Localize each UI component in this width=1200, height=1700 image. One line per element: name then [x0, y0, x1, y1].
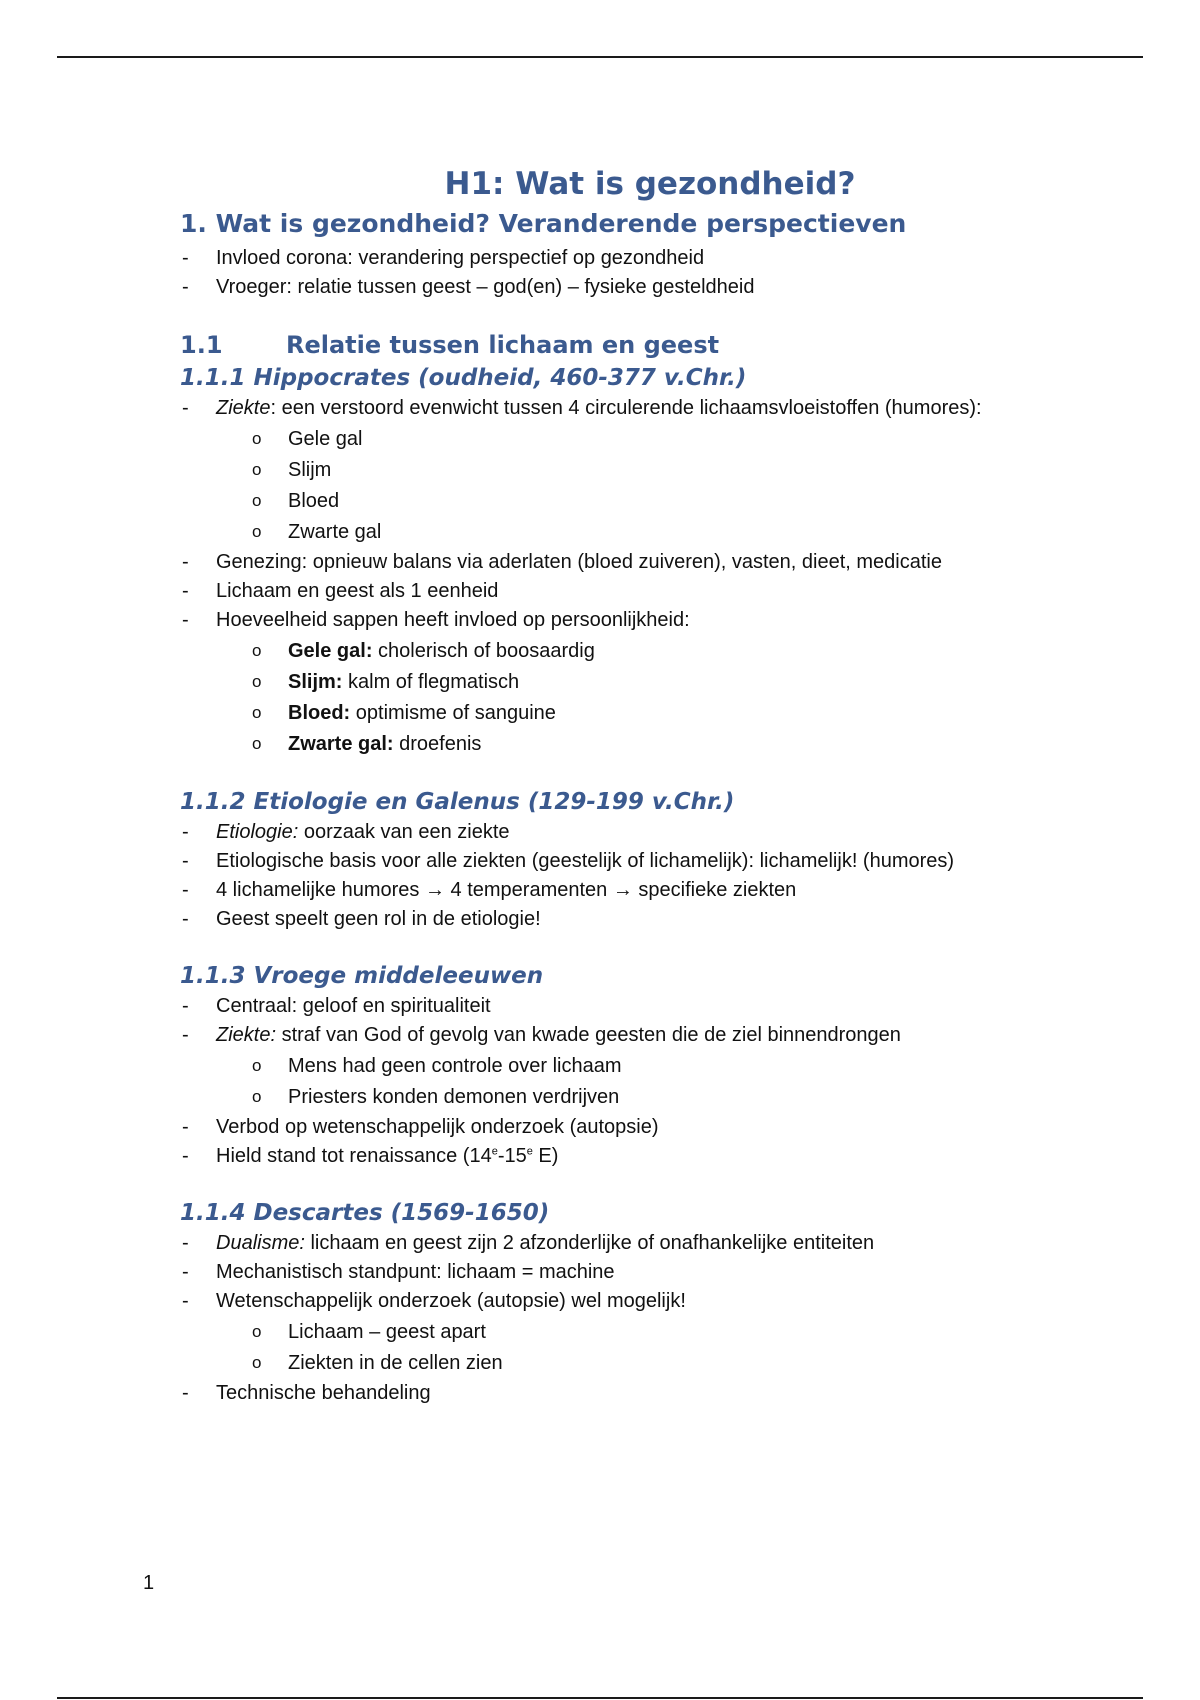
sub-list-item: o Bloed: [180, 486, 1060, 517]
section-1-1-2-heading: 1.1.2 Etiologie en Galenus (129-199 v.Chr.): [180, 789, 735, 815]
list-item: - Etiologie: oorzaak van een ziekte: [180, 818, 1060, 847]
document-title: H1: Wat is gezondheid?: [444, 166, 856, 202]
header-rule: [57, 56, 1143, 58]
sub-list-item: o Lichaam – geest apart: [180, 1317, 1060, 1348]
list-item: - Geest speelt geen rol in de etiologie!: [180, 905, 1060, 934]
section-title: Relatie tussen lichaam en geest: [286, 331, 720, 359]
section-1-1-1-heading: 1.1.1 Hippocrates (oudheid, 460-377 v.Chr.): [180, 365, 747, 391]
list-item: - Mechanistisch standpunt: lichaam = machine: [180, 1258, 1060, 1287]
list-item: - Lichaam en geest als 1 eenheid: [180, 577, 1060, 606]
sub-list-item: o Gele gal: cholerisch of boosaardig: [180, 636, 1060, 667]
section-1-1-2-list: [180, 818, 1060, 934]
footer-rule: [57, 1697, 1143, 1699]
list-item: - Technische behandeling: [180, 1379, 1060, 1408]
list-item: - Dualisme: lichaam en geest zijn 2 afzonderlijke of onafhankelijke entiteiten: [180, 1229, 1060, 1258]
list-item: - Hoeveelheid sappen heeft invloed op persoonlijkheid: o Gele gal: cholerisch of boosaardig o Slijm: kalm of flegmatisch o Bloed: optimisme of sanguine o Zwarte gal: droefenis: [180, 606, 1060, 760]
section-1-1-1-list: [180, 394, 1060, 760]
section-1-heading: 1. Wat is gezondheid? Veranderende perspectieven: [180, 209, 907, 238]
section-number: 1.1: [180, 331, 223, 359]
page-number: 1: [143, 1572, 155, 1594]
term: Ziekte:: [216, 1024, 277, 1046]
list-item: - Genezing: opnieuw balans via aderlaten (bloed zuiveren), vasten, dieet, medicatie: [180, 548, 1060, 577]
section-1-1-heading: [180, 328, 1060, 362]
section-1-1-3-heading: 1.1.3 Vroege middeleeuwen: [180, 963, 544, 989]
term: Dualisme:: [216, 1232, 305, 1254]
sub-list-item: o Zwarte gal: droefenis: [180, 729, 1060, 760]
list-item: - Verbod op wetenschappelijk onderzoek (autopsie): [180, 1113, 1060, 1142]
list-item: - Vroeger: relatie tussen geest – god(en) – fysieke gesteldheid: [180, 273, 1060, 302]
list-item: - 4 lichamelijke humores → 4 temperamenten → specifieke ziekten: [180, 876, 1060, 905]
term: Gele gal:: [288, 640, 373, 662]
sub-list-item: o Gele gal: [180, 424, 1060, 455]
sub-list-item: o Zwarte gal: [180, 517, 1060, 548]
section-1-1-4-list: [180, 1229, 1060, 1408]
list-item: - Invloed corona: verandering perspectief op gezondheid: [180, 244, 1060, 273]
sub-list: [180, 1317, 1060, 1379]
sub-list-item: o Priesters konden demonen verdrijven: [180, 1082, 1060, 1113]
document-body: [180, 162, 1060, 1408]
term: Etiologie:: [216, 821, 299, 843]
humores-list: [180, 424, 1060, 548]
list-item: - Hield stand tot renaissance (14e-15e E): [180, 1142, 1060, 1171]
sub-list-item: o Slijm: kalm of flegmatisch: [180, 667, 1060, 698]
list-item: - Ziekte: straf van God of gevolg van kwade geesten die de ziel binnendrongen o Mens had geen controle over lichaam o Priesters konden demonen verdrijven: [180, 1021, 1060, 1113]
term: Zwarte gal:: [288, 733, 394, 755]
definition: : een verstoord evenwicht tussen 4 circulerende lichaamsvloeistoffen (humores):: [270, 397, 982, 419]
sub-list-item: o Mens had geen controle over lichaam: [180, 1051, 1060, 1082]
term: Bloed:: [288, 702, 351, 724]
section-1-1-3-list: [180, 992, 1060, 1171]
term: Slijm:: [288, 671, 343, 693]
section-1-list: [180, 244, 1060, 302]
list-item: - Etiologische basis voor alle ziekten (geestelijk of lichamelijk): lichamelijk! (humores): [180, 847, 1060, 876]
section-1-1-4-heading: 1.1.4 Descartes (1569-1650): [180, 1200, 550, 1226]
list-item: - Wetenschappelijk onderzoek (autopsie) wel mogelijk! o Lichaam – geest apart o Ziekten in de cellen zien: [180, 1287, 1060, 1379]
term: Ziekte: [216, 397, 271, 419]
sub-list-item: o Slijm: [180, 455, 1060, 486]
sub-list-item: o Ziekten in de cellen zien: [180, 1348, 1060, 1379]
sub-list-item: o Bloed: optimisme of sanguine: [180, 698, 1060, 729]
sub-list: [180, 1051, 1060, 1113]
list-item: [180, 394, 1060, 548]
temperament-list: [180, 636, 1060, 760]
list-item: - Centraal: geloof en spiritualiteit: [180, 992, 1060, 1021]
